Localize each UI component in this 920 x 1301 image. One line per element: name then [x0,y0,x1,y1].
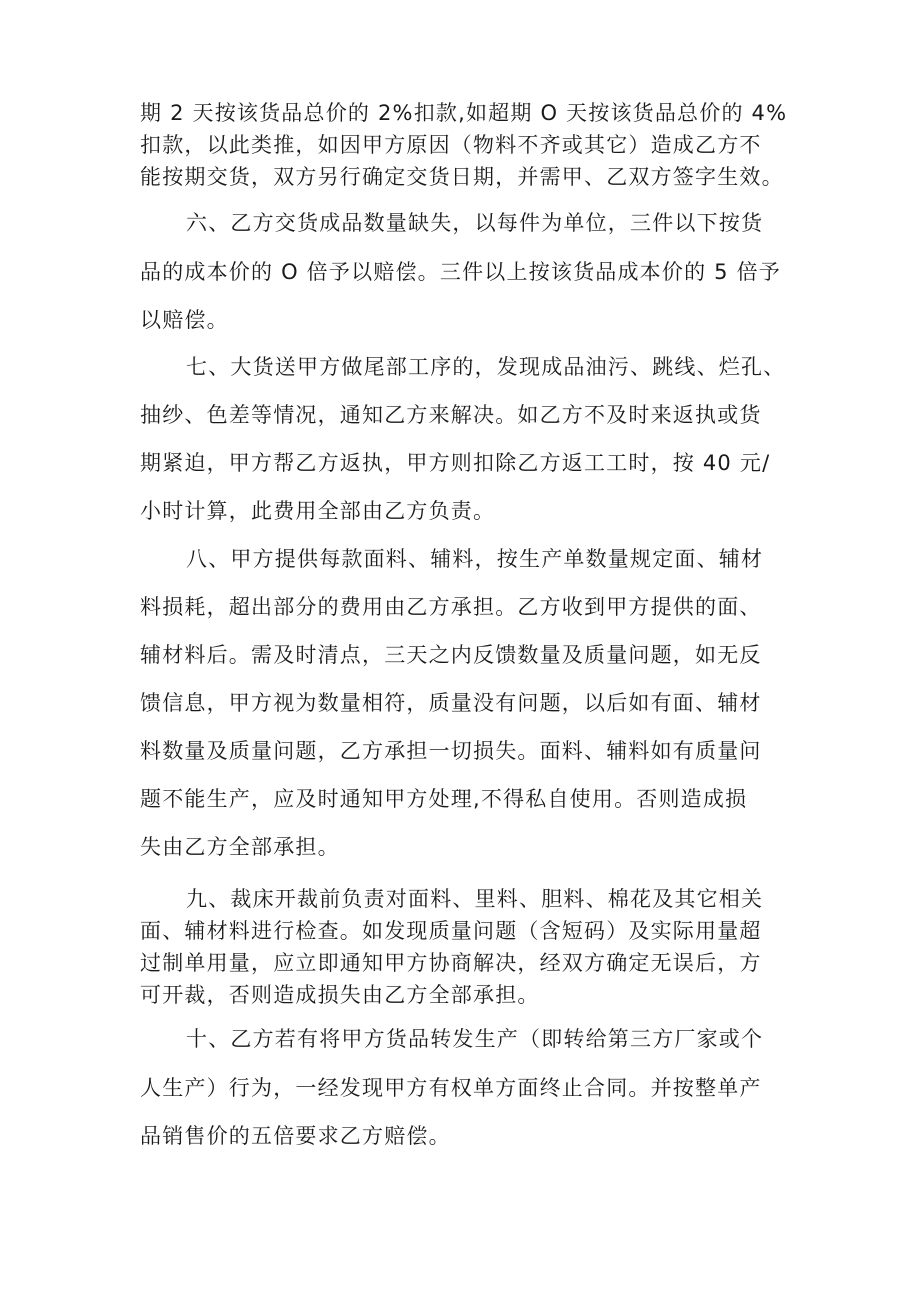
text-line: 期紧迫，甲方帮乙方返执，甲方则扣除乙方返工工时，按 40 元/ [140,451,771,475]
text-line: 人生产）行为，一经发现甲方有权单方面终止合同。并按整单产 [140,1076,762,1100]
text-line: 馈信息，甲方视为数量相符，质量没有问题，以后如有面、辅材 [140,691,762,715]
text-line: 面、辅材料进行检查。如发现质量问题（含短码）及实际用量超 [140,919,762,943]
text-line: 抽纱、色差等情况，通知乙方来解决。如乙方不及时来返执或货 [140,403,762,427]
text-line: 品销售价的五倍要求乙方赔偿。 [140,1124,451,1148]
text-line: 题不能生产，应及时通知甲方处理,不得私自使用。否则造成损 [140,787,748,811]
text-line: 九、裁床开裁前负责对面料、里料、胆料、棉花及其它相关 [186,887,764,911]
text-line: 品的成本价的 O 倍予以赔偿。三件以上按该货品成本价的 5 倍予 [140,260,781,284]
text-line: 六、乙方交货成品数量缺失，以每件为单位，三件以下按货 [186,211,764,235]
text-line: 八、甲方提供每款面料、辅料，按生产单数量规定面、辅材 [186,547,764,571]
text-line: 以赔偿。 [140,308,229,332]
text-line: 失由乙方全部承担。 [140,835,340,859]
text-line: 十、乙方若有将甲方货品转发生产（即转给第三方厂家或个 [186,1027,764,1051]
text-line: 料数量及质量问题，乙方承担一切损失。面料、辅料如有质量问 [140,739,762,763]
text-line: 料损耗，超出部分的费用由乙方承担。乙方收到甲方提供的面、 [140,595,762,619]
text-line: 可开裁，否则造成损失由乙方全部承担。 [140,983,540,1007]
text-line: 小时计算，此费用全部由乙方负责。 [140,499,496,523]
text-line: 扣款，以此类推，如因甲方原因（物料不齐或其它）造成乙方不 [140,133,762,157]
text-line: 能按期交货，双方另行确定交货日期，并需甲、乙双方签字生效。 [140,165,784,189]
text-line: 辅材料后。需及时清点，三天之内反馈数量及质量问题，如无反 [140,643,762,667]
text-line: 过制单用量，应立即通知甲方协商解决，经双方确定无误后，方 [140,951,762,975]
text-line: 七、大货送甲方做尾部工序的，发现成品油污、跳线、烂孔、 [186,355,786,379]
text-line: 期 2 天按该货品总价的 2%扣款,如超期 O 天按该货品总价的 4% [140,101,788,125]
